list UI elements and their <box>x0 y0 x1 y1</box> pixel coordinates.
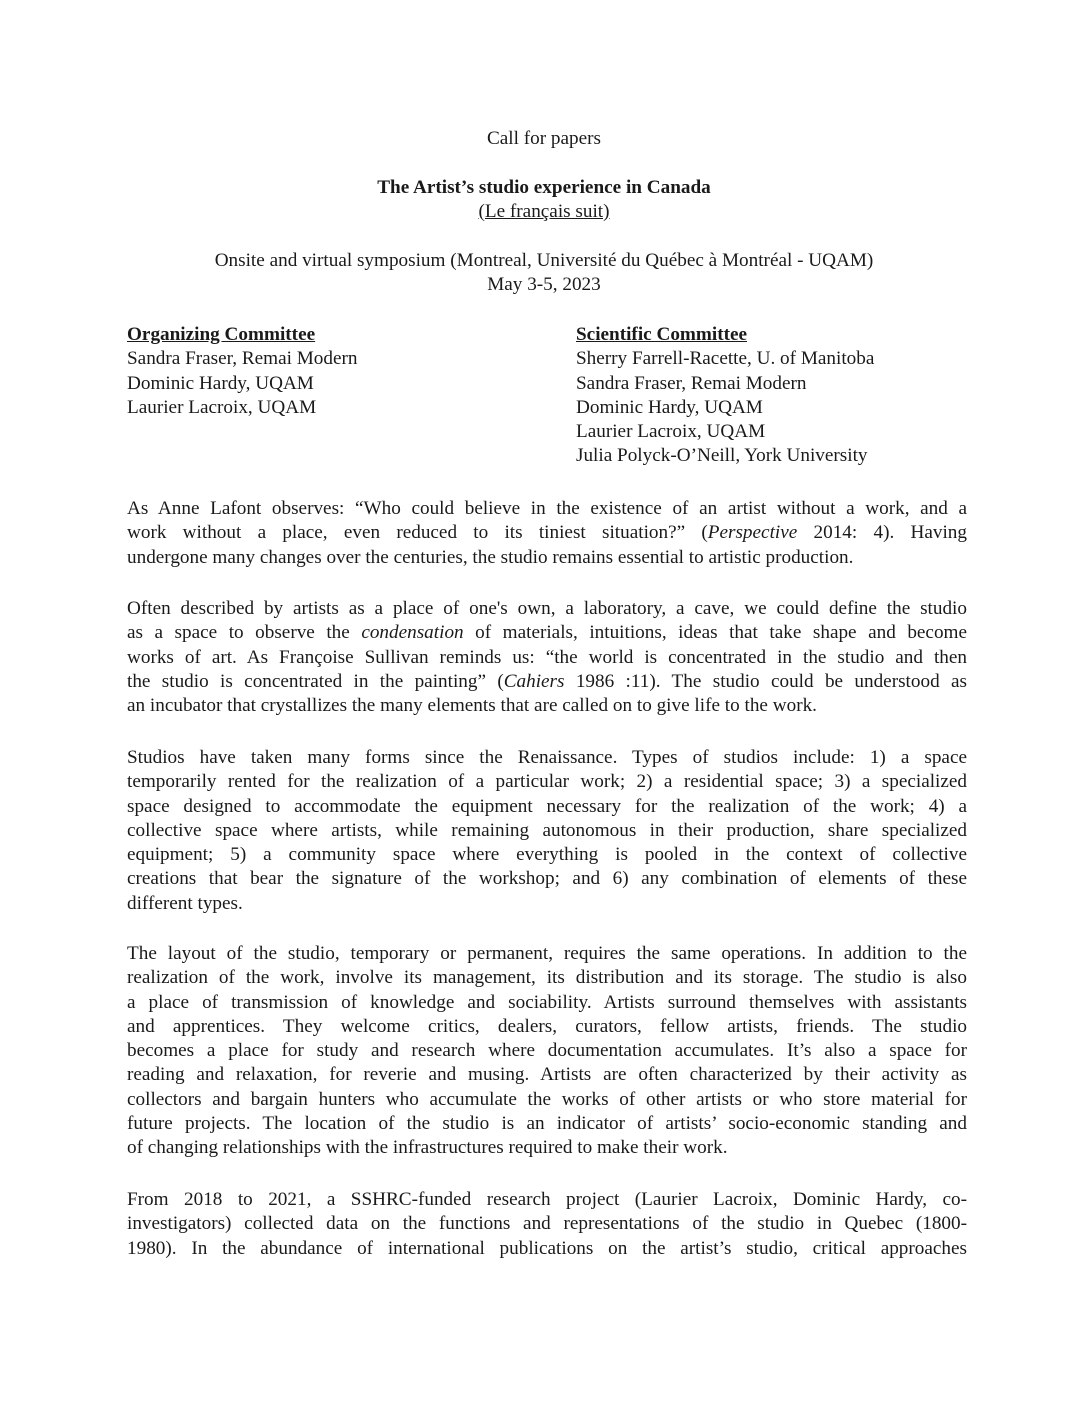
text-line: realization of the work, involve its management, its distribution and its storage. The studio is also <box>127 967 967 989</box>
text-line <box>127 670 967 694</box>
italic-title: Cahiers <box>503 670 565 692</box>
committee-member: Laurier Lacroix, UQAM <box>576 421 766 443</box>
text-line: an incubator that crystallizes the many elements that are called on to give life to the work. <box>127 695 817 717</box>
italic-term: condensation <box>361 622 464 644</box>
text-line: collectors and bargain hunters who accumulate the works of other artists or who store material for <box>127 1088 967 1110</box>
text-line: space designed to accommodate the equipment necessary for the realization of the work; 4) a <box>127 795 967 817</box>
scientific-committee-heading: Scientific Committee <box>576 324 748 345</box>
text-line: Studios have taken many forms since the Renaissance. Types of studios include: 1) a space <box>127 747 967 768</box>
text-line: future projects. The location of the studio is an indicator of artists’ socio-economic standing and <box>127 1113 967 1135</box>
text-line: collective space where artists, while remaining autonomous in their production, share specialized <box>127 819 967 841</box>
text-line: temporarily rented for the realization of a particular work; 2) a residential space; 3) a specialized <box>127 771 967 793</box>
paragraph-lafont <box>127 497 967 570</box>
french-version-link[interactable]: (Le français suit) <box>478 201 610 222</box>
text-line <box>127 521 967 545</box>
text-line: and apprentices. They welcome critics, dealers, curators, fellow artists, friends. The studio <box>127 1015 967 1037</box>
text-line: reading and relaxation, for reverie and musing. Artists are often characterized by their activity as <box>127 1064 967 1086</box>
text-line <box>127 621 967 645</box>
text-line: equipment; 5) a community space where everything is pooled in the context of collective <box>127 844 967 866</box>
committee-member: Julia Polyck-O’Neill, York University <box>576 445 868 467</box>
text-line: a place of transmission of knowledge and sociability. Artists surround themselves with assistants <box>127 991 967 1013</box>
paragraph-studio-layout <box>127 942 967 1161</box>
paragraph-studio-types <box>127 746 967 916</box>
text-line: creations that bear the signature of the workshop; and 6) any combination of elements of these <box>127 868 967 890</box>
organizing-committee <box>127 323 357 420</box>
text-line: works of art. As Françoise Sullivan reminds us: “the world is concentrated in the studio and then <box>127 646 967 668</box>
dates-line: May 3-5, 2023 <box>487 274 601 295</box>
document-title: The Artist’s studio experience in Canada <box>377 177 711 198</box>
organizing-committee-heading: Organizing Committee <box>127 324 316 345</box>
text-span: the studio is concentrated in the painting” ( <box>127 670 504 692</box>
french-version-link-wrap <box>0 200 1088 224</box>
text-span: 2014: 4). Having <box>797 522 967 544</box>
paragraph-research-project <box>127 1188 967 1261</box>
text-line: different types. <box>127 892 243 914</box>
committee-member: Sandra Fraser, Remai Modern <box>576 372 807 394</box>
text-line: The layout of the studio, temporary or permanent, requires the same operations. In addition to the <box>127 943 967 964</box>
italic-title: Perspective <box>707 522 798 544</box>
text-line: of changing relationships with the infrastructures required to make their work. <box>127 1137 728 1159</box>
committee-member: Sandra Fraser, Remai Modern <box>127 348 358 370</box>
text-line: becomes a place for study and research where documentation accumulates. It’s also a space for <box>127 1040 967 1062</box>
text-line: Often described by artists as a place of one's own, a laboratory, a cave, we could define the studio <box>127 598 967 619</box>
text-span: as a space to observe the <box>127 622 362 644</box>
paragraph-condensation <box>127 597 967 718</box>
text-line: 1980). In the abundance of international publications on the artist’s studio, critical approaches <box>127 1237 967 1259</box>
text-span: 1986 :11). The studio could be understood as <box>564 670 967 692</box>
call-for-papers-label: Call for papers <box>486 128 602 149</box>
text-span: of materials, intuitions, ideas that take shape and become <box>463 622 967 644</box>
text-line: undergone many changes over the centuries, the studio remains essential to artistic production. <box>127 546 854 568</box>
venue-line: Onsite and virtual symposium (Montreal, Université du Québec à Montréal - UQAM) <box>214 250 874 271</box>
text-span: work without a place, even reduced to its tiniest situation?” ( <box>127 522 708 544</box>
committee-member: Laurier Lacroix, UQAM <box>127 396 317 418</box>
text-line: From 2018 to 2021, a SSHRC-funded research project (Laurier Lacroix, Dominic Hardy, co- <box>127 1189 967 1210</box>
scientific-committee <box>576 323 874 469</box>
text-line: investigators) collected data on the functions and representations of the studio in Quebec (1800- <box>127 1213 967 1235</box>
committee-member: Sherry Farrell-Racette, U. of Manitoba <box>576 348 875 370</box>
text-line: As Anne Lafont observes: “Who could believe in the existence of an artist without a work, and a <box>127 498 967 519</box>
committee-member: Dominic Hardy, UQAM <box>127 372 314 394</box>
committee-member: Dominic Hardy, UQAM <box>576 396 763 418</box>
